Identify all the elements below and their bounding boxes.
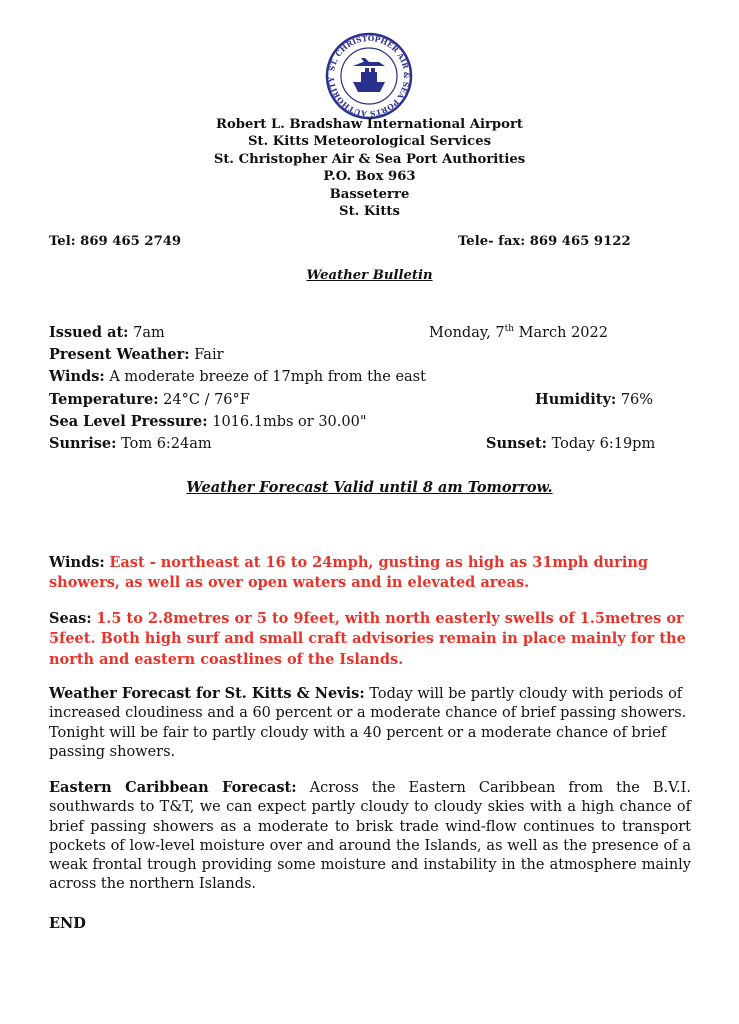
caribbean-forecast [49, 778, 691, 895]
sunrise-label: Sunrise: [49, 435, 117, 452]
winds-value: A moderate breeze of 17mph from the east [109, 369, 426, 385]
temperature-label: Temperature: [49, 391, 159, 408]
local-forecast [49, 684, 691, 762]
service-name: St. Kitts Meteorological Services [247, 134, 492, 150]
sunrise-row [49, 435, 212, 452]
forecast-seas-text: 1.5 to 2.8metres or 5 to 9feet, with north easterly swells of 1.5metres or 5feet. Both high surf and small craft advisories remain in place mainly for the north and eastern coastlines of the Islands. [49, 610, 686, 668]
pressure-value: 1016.1mbs or 30.00" [212, 414, 367, 430]
present-weather-row [49, 346, 224, 363]
humidity-label: Humidity: [535, 391, 617, 408]
city: Basseterre [329, 186, 410, 202]
caribbean-forecast-label: Eastern Caribbean Forecast: [49, 779, 297, 796]
temperature-row [49, 391, 250, 408]
forecast-winds-text: East - northeast at 16 to 24mph, gusting as high as 31mph during showers, as well as over open waters and in elevated areas. [49, 554, 649, 592]
sunrise-value: Tom 6:24am [121, 436, 212, 452]
telefax: Tele- fax: 869 465 9122 [458, 234, 631, 249]
humidity-value: 76% [620, 392, 654, 408]
end-marker: END [49, 915, 86, 932]
forecast-seas [49, 609, 691, 670]
airport-name: Robert L. Bradshaw International Airport [215, 117, 523, 132]
bulletin-title: Weather Bulletin [306, 268, 433, 283]
seal-ring-text: ST. CHRISTOPHER AIR & SEA PORTS AUTHORITY [326, 33, 412, 119]
agency-header [0, 116, 739, 220]
temperature-value: 24°C / 76°F [163, 392, 250, 408]
winds-label: Winds: [49, 368, 105, 385]
telephone: Tel: 869 465 2749 [49, 234, 182, 249]
local-forecast-text: Today will be partly cloudy with periods of increased cloudiness and a 60 percent or a moderate chance of brief passing showers. Tonight will be fair to partly cloudy with a 40 percent or a moderate chance of brief passing showers. [49, 686, 687, 760]
forecast-seas-label: Seas: [49, 610, 92, 627]
date-rest: March 2022 [513, 324, 608, 341]
authority-name: St. Christopher Air & Sea Port Authorities [213, 151, 526, 167]
po-box: P.O. Box 963 [323, 169, 416, 185]
present-label: Present Weather: [49, 346, 190, 363]
forecast-winds-label: Winds: [49, 554, 105, 571]
sunset-label: Sunset: [486, 435, 547, 452]
humidity [535, 391, 653, 408]
sunset [486, 435, 655, 452]
forecast-winds [49, 553, 691, 594]
island: St. Kitts [339, 204, 400, 220]
sunset-value: Today 6:19pm [551, 436, 656, 452]
caribbean-forecast-text: Across the Eastern Caribbean from the B.V.I. southwards to T&T, we can expect partly cloudy to cloudy skies with a high chance of brief passing showers as a moderate to brisk trade wind-flow continues to transport pockets of low-level moisture over and around the Islands, as well as the presence of a weak frontal trough providing some moisture and instability in the atmosphere mainly across the northern Islands. [49, 780, 692, 893]
issued-value: 7am [133, 325, 165, 341]
issued-label: Issued at: [49, 324, 129, 341]
present-value: Fair [194, 347, 224, 363]
local-forecast-label: Weather Forecast for St. Kitts & Nevis: [49, 685, 365, 702]
pressure-row [49, 413, 367, 430]
date-prefix: Monday, 7 [429, 324, 505, 341]
issued-row [49, 324, 165, 341]
authority-seal-logo [323, 30, 415, 122]
bulletin-date [429, 324, 608, 341]
date-suffix: th [504, 324, 514, 334]
current-winds-row [49, 368, 426, 385]
pressure-label: Sea Level Pressure: [49, 413, 208, 430]
forecast-title: Weather Forecast Valid until 8 am Tomorrow. [186, 479, 553, 496]
